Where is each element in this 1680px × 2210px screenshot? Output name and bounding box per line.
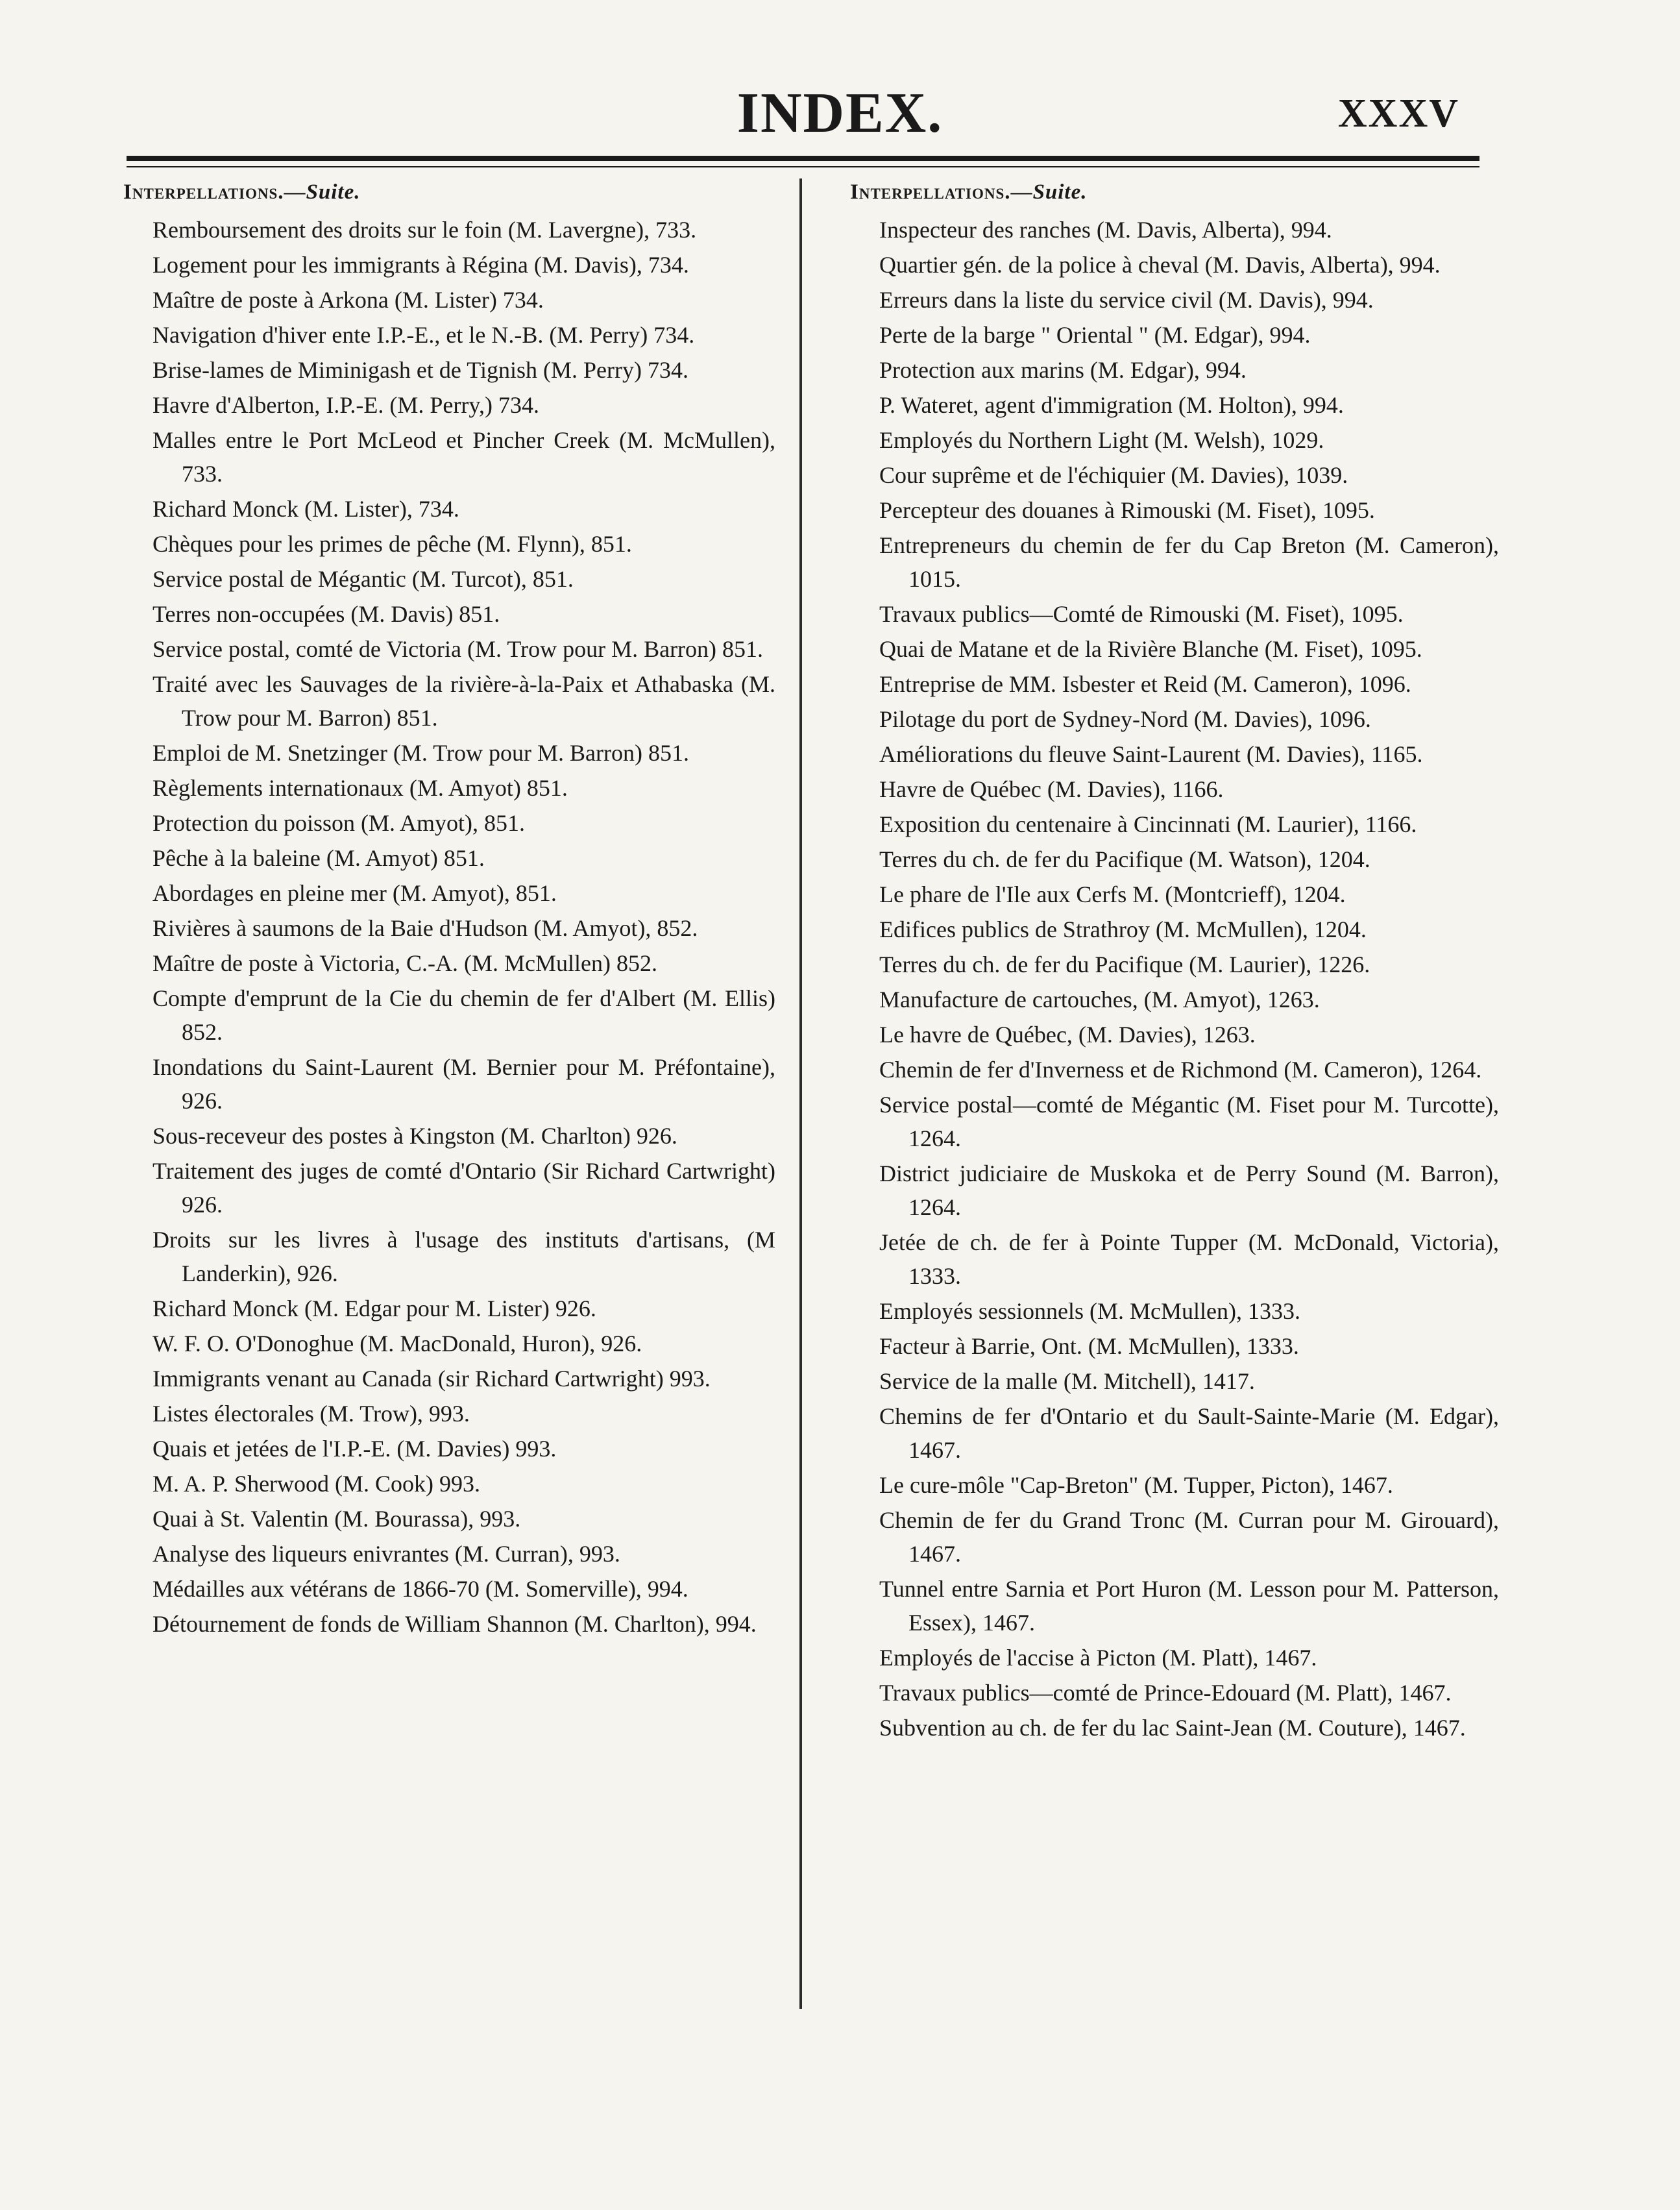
index-entry: Malles entre le Port McLeod et Pincher Creek (M. McMullen), 733. — [152, 427, 775, 487]
index-entry: Sous-receveur des postes à Kingston (M. Charlton) 926. — [152, 1123, 677, 1149]
index-entry: Protection du poisson (M. Amyot), 851. — [152, 810, 525, 836]
index-entry: M. A. P. Sherwood (M. Cook) 993. — [152, 1471, 481, 1497]
index-entry: Terres du ch. de fer du Pacifique (M. Laurier), 1226. — [879, 952, 1370, 977]
index-entry: Facteur à Barrie, Ont. (M. McMullen), 1333. — [879, 1333, 1299, 1359]
index-entry: Havre de Québec (M. Davies), 1166. — [879, 776, 1224, 802]
index-entry: Perte de la barge " Oriental " (M. Edgar), 994. — [879, 322, 1311, 348]
index-entry: W. F. O. O'Donoghue (M. MacDonald, Huron), 926. — [152, 1331, 642, 1357]
index-entry: Listes électorales (M. Trow), 993. — [152, 1401, 470, 1427]
index-entry: Pilotage du port de Sydney-Nord (M. Davies), 1096. — [879, 706, 1371, 732]
index-entry: Maître de poste à Victoria, C.-A. (M. McMullen) 852. — [152, 950, 658, 976]
index-entry: Maître de poste à Arkona (M. Lister) 734. — [152, 287, 544, 313]
index-entry: Analyse des liqueurs enivrantes (M. Curran), 993. — [152, 1541, 620, 1567]
index-entry: Remboursement des droits sur le foin (M. Lavergne), 733. — [152, 217, 697, 243]
index-entry: Exposition du centenaire à Cincinnati (M. Laurier), 1166. — [879, 811, 1417, 837]
index-entry: District judiciaire de Muskoka et de Perry Sound (M. Barron), 1264. — [879, 1160, 1499, 1220]
index-entry-list — [123, 213, 775, 1641]
index-entry: Immigrants venant au Canada (sir Richard Cartwright) 993. — [152, 1366, 711, 1392]
index-entry: Service postal, comté de Victoria (M. Trow pour M. Barron) 851. — [152, 636, 764, 662]
column-divider — [799, 178, 802, 2009]
index-entry: Percepteur des douanes à Rimouski (M. Fiset), 1095. — [879, 497, 1375, 523]
index-entry: Inspecteur des ranches (M. Davis, Alberta), 994. — [879, 217, 1332, 243]
index-entry: Compte d'emprunt de la Cie du chemin de fer d'Albert (M. Ellis) 852. — [152, 985, 775, 1045]
index-entry: Employés de l'accise à Picton (M. Platt), 1467. — [879, 1645, 1317, 1671]
section-heading: Interpellations.—Suite. — [850, 180, 1088, 204]
index-entry-list — [850, 213, 1499, 1745]
index-entry: Entrepreneurs du chemin de fer du Cap Breton (M. Cameron), 1015. — [879, 532, 1499, 592]
index-entry: Détournement de fonds de William Shannon (M. Charlton), 994. — [152, 1611, 757, 1637]
index-entry: Employés sessionnels (M. McMullen), 1333. — [879, 1298, 1300, 1324]
index-entry: Edifices publics de Strathroy (M. McMullen), 1204. — [879, 916, 1367, 942]
index-entry: Richard Monck (M. Lister), 734. — [152, 496, 459, 522]
index-entry: P. Wateret, agent d'immigration (M. Holton), 994. — [879, 392, 1344, 418]
index-entry: Protection aux marins (M. Edgar), 994. — [879, 357, 1247, 383]
index-entry: Le cure-môle "Cap-Breton" (M. Tupper, Picton), 1467. — [879, 1472, 1393, 1498]
index-entry: Chemin de fer du Grand Tronc (M. Curran pour M. Girouard), 1467. — [879, 1507, 1499, 1567]
index-entry: Subvention au ch. de fer du lac Saint-Jean (M. Couture), 1467. — [879, 1715, 1466, 1741]
index-entry: Quai à St. Valentin (M. Bourassa), 993. — [152, 1506, 521, 1532]
index-entry: Le havre de Québec, (M. Davies), 1263. — [879, 1022, 1256, 1048]
index-entry: Terres du ch. de fer du Pacifique (M. Watson), 1204. — [879, 846, 1370, 872]
page-number: XXXV — [1337, 92, 1459, 136]
index-entry: Navigation d'hiver ente I.P.-E., et le N.-B. (M. Perry) 734. — [152, 322, 695, 348]
index-entry: Brise-lames de Miminigash et de Tignish (M. Perry) 734. — [152, 357, 688, 383]
index-entry: Règlements internationaux (M. Amyot) 851. — [152, 775, 568, 801]
index-entry: Chèques pour les primes de pêche (M. Flynn), 851. — [152, 531, 632, 557]
page-title: INDEX. — [737, 82, 943, 145]
index-entry: Entreprise de MM. Isbester et Reid (M. Cameron), 1096. — [879, 671, 1411, 697]
header-rule-thin — [127, 166, 1479, 167]
index-entry: Médailles aux vétérans de 1866-70 (M. Somerville), 994. — [152, 1576, 688, 1602]
index-entry: Emploi de M. Snetzinger (M. Trow pour M. Barron) 851. — [152, 740, 689, 766]
index-entry: Jetée de ch. de fer à Pointe Tupper (M. McDonald, Victoria), 1333. — [879, 1229, 1499, 1289]
index-entry: Cour suprême et de l'échiquier (M. Davies), 1039. — [879, 462, 1348, 488]
right-column — [850, 175, 1499, 1746]
page-header — [0, 78, 1680, 149]
index-entry: Manufacture de cartouches, (M. Amyot), 1263. — [879, 987, 1320, 1013]
index-entry: Logement pour les immigrants à Régina (M. Davis), 734. — [152, 252, 689, 278]
index-entry: Employés du Northern Light (M. Welsh), 1029. — [879, 427, 1324, 453]
index-entry: Quais et jetées de l'I.P.-E. (M. Davies) 993. — [152, 1436, 557, 1462]
index-entry: Service de la malle (M. Mitchell), 1417. — [879, 1368, 1255, 1394]
header-rule — [127, 156, 1479, 161]
index-entry: Richard Monck (M. Edgar pour M. Lister) 926. — [152, 1295, 596, 1321]
index-entry: Améliorations du fleuve Saint-Laurent (M. Davies), 1165. — [879, 741, 1423, 767]
index-entry: Quartier gén. de la police à cheval (M. Davis, Alberta), 994. — [879, 252, 1441, 278]
index-entry: Tunnel entre Sarnia et Port Huron (M. Lesson pour M. Patterson, Essex), 1467. — [879, 1576, 1499, 1636]
index-entry: Rivières à saumons de la Baie d'Hudson (M. Amyot), 852. — [152, 915, 698, 941]
index-entry: Chemin de fer d'Inverness et de Richmond (M. Cameron), 1264. — [879, 1057, 1482, 1083]
index-entry: Pêche à la baleine (M. Amyot) 851. — [152, 845, 485, 871]
index-entry: Quai de Matane et de la Rivière Blanche (M. Fiset), 1095. — [879, 636, 1422, 662]
section-heading: Interpellations.—Suite. — [123, 180, 361, 204]
index-entry: Abordages en pleine mer (M. Amyot), 851. — [152, 880, 557, 906]
index-entry: Travaux publics—comté de Prince-Edouard (M. Platt), 1467. — [879, 1680, 1452, 1706]
left-column — [123, 175, 775, 1642]
index-entry: Chemins de fer d'Ontario et du Sault-Sainte-Marie (M. Edgar), 1467. — [879, 1403, 1499, 1463]
index-entry: Traité avec les Sauvages de la rivière-à-la-Paix et Athabaska (M. Trow pour M. Barron) 851. — [152, 671, 775, 731]
index-entry: Le phare de l'Ile aux Cerfs M. (Montcrieff), 1204. — [879, 881, 1346, 907]
index-entry: Droits sur les livres à l'usage des instituts d'artisans, (M Landerkin), 926. — [152, 1227, 775, 1286]
index-entry: Service postal de Mégantic (M. Turcot), 851. — [152, 566, 574, 592]
index-entry: Service postal—comté de Mégantic (M. Fiset pour M. Turcotte), 1264. — [879, 1092, 1499, 1151]
index-entry: Traitement des juges de comté d'Ontario (Sir Richard Cartwright) 926. — [152, 1158, 775, 1218]
index-entry: Erreurs dans la liste du service civil (M. Davis), 994. — [879, 287, 1374, 313]
index-entry: Inondations du Saint-Laurent (M. Bernier pour M. Préfontaine), 926. — [152, 1054, 775, 1114]
index-entry: Havre d'Alberton, I.P.-E. (M. Perry,) 734. — [152, 392, 540, 418]
index-entry: Terres non-occupées (M. Davis) 851. — [152, 601, 500, 627]
index-entry: Travaux publics—Comté de Rimouski (M. Fiset), 1095. — [879, 601, 1404, 627]
